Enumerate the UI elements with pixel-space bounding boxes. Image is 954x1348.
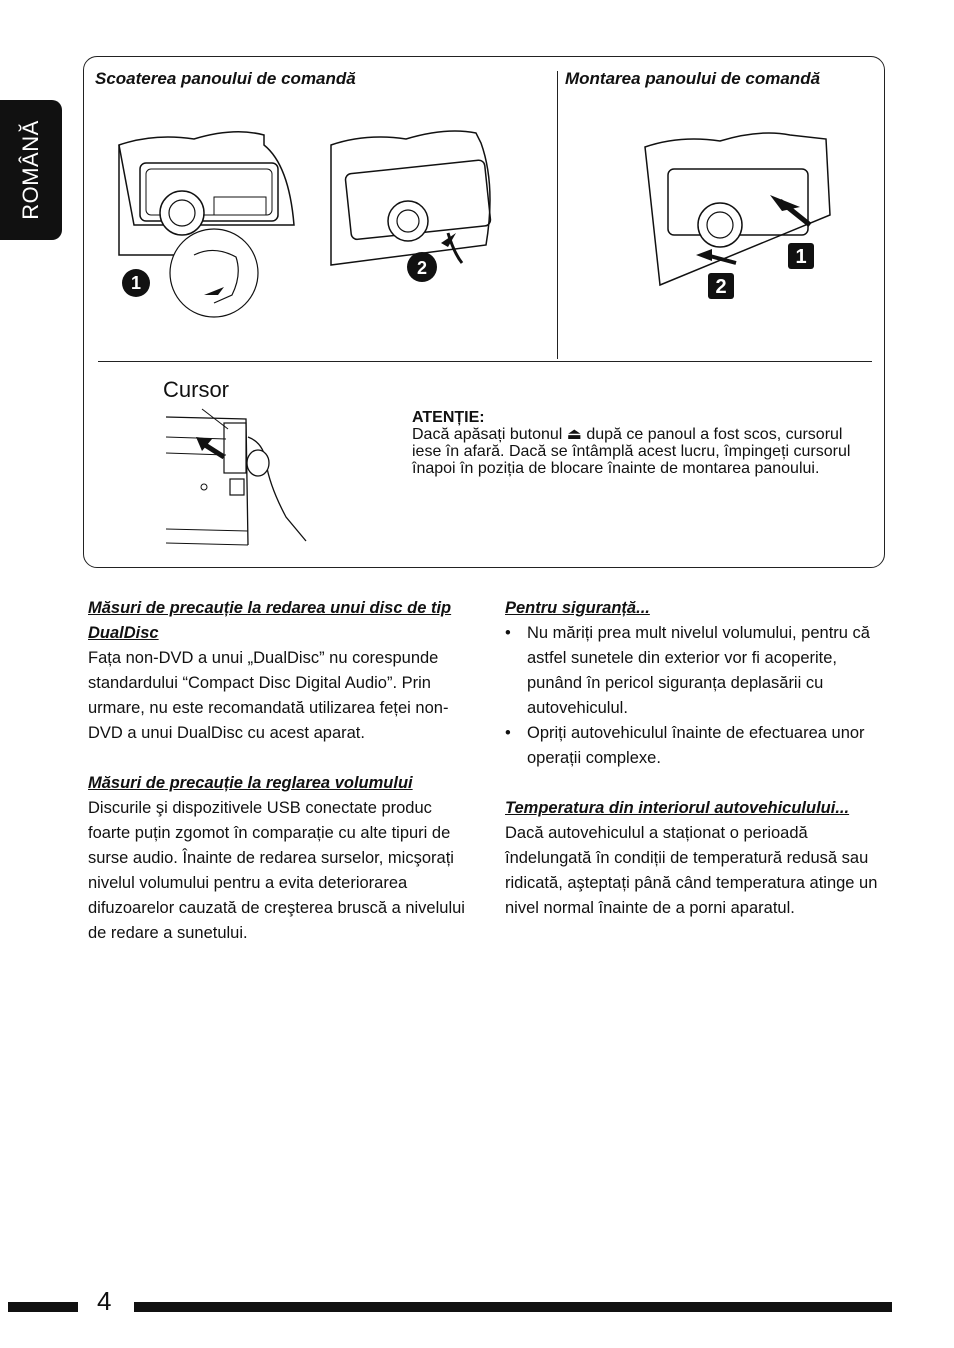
step-1-number: 1	[130, 273, 142, 293]
attach-panel-title: Montarea panoului de comandă	[565, 69, 821, 88]
remove-panel-title: Scoaterea panoului de comandă	[95, 69, 356, 88]
language-tab	[0, 100, 62, 240]
temperature-heading: Temperatura din interiorul autovehiculului...	[505, 799, 850, 817]
illustration-remove-step-2	[326, 125, 526, 295]
dualdisc-text: Fața non-DVD a unui „DualDisc” nu corespunde standardului “Compact Disc Digital Audio”. Prin urmare, nu este recomandată utilizarea feței non-DVD a unui DualDisc cu acest aparat.	[88, 649, 449, 742]
volume-heading: Măsuri de precauție la reglarea volumului	[88, 774, 413, 792]
step-2-number: 2	[416, 258, 428, 278]
cursor-label: Cursor	[163, 377, 230, 402]
list-item: • Nu măriți prea mult nivelul volumului, pentru că astfel sunetele din exterior vor fi acoperite, punând în pericol siguranța deplasării cu autovehiculul.	[505, 621, 893, 721]
illustration-remove-step-1	[114, 125, 304, 335]
divider-vertical	[557, 71, 558, 359]
temperature-text: Dacă autovehiculul a staționat o perioadă îndelungată în condiții de temperatură redusă sau ridicată, aşteptați până când temperatura atinge un nivel normal înainte de a porni aparatul.	[505, 824, 878, 917]
page-number: 4	[97, 1286, 112, 1316]
language-tab-label: ROMÂNĂ	[18, 120, 43, 220]
panel-instructions-box	[83, 56, 885, 568]
step-2-square-number: 2	[715, 276, 727, 298]
illustration-attach	[640, 125, 840, 305]
caution-text: Dacă apăsați butonul ⏏ după ce panoul a fost scos, cursorul iese în afară. Dacă se întâmplă acest lucru, împingeți cursorul înapoi în poziția de blocare înainte de montarea panoului.	[412, 426, 851, 477]
step-1-square-number: 1	[795, 246, 807, 268]
right-column	[505, 596, 893, 946]
footer-bar-left	[8, 1302, 78, 1312]
caution-note	[412, 409, 872, 477]
footer-bar-right	[134, 1302, 892, 1312]
left-column	[88, 596, 468, 971]
divider-horizontal	[98, 361, 872, 362]
caution-title: ATENȚIE:	[412, 409, 485, 426]
safety-heading: Pentru siguranță...	[505, 599, 650, 617]
safety-list	[505, 621, 893, 771]
illustration-cursor	[166, 407, 316, 547]
dualdisc-heading: Măsuri de precauție la redarea unui disc de tip DualDisc	[88, 599, 452, 642]
volume-text: Discurile şi dispozitivele USB conectate produc foarte puțin zgomot în comparație cu alte tipuri de surse audio. Înainte de redarea surselor, micşorați nivelul volumului pentru a evita deteriorarea difuzoarelor cauzată de creşterea bruscă a nivelului de redare a sunetului.	[88, 799, 465, 942]
list-item: • Opriți autovehiculul înainte de efectuarea unor operații complexe.	[505, 721, 893, 771]
